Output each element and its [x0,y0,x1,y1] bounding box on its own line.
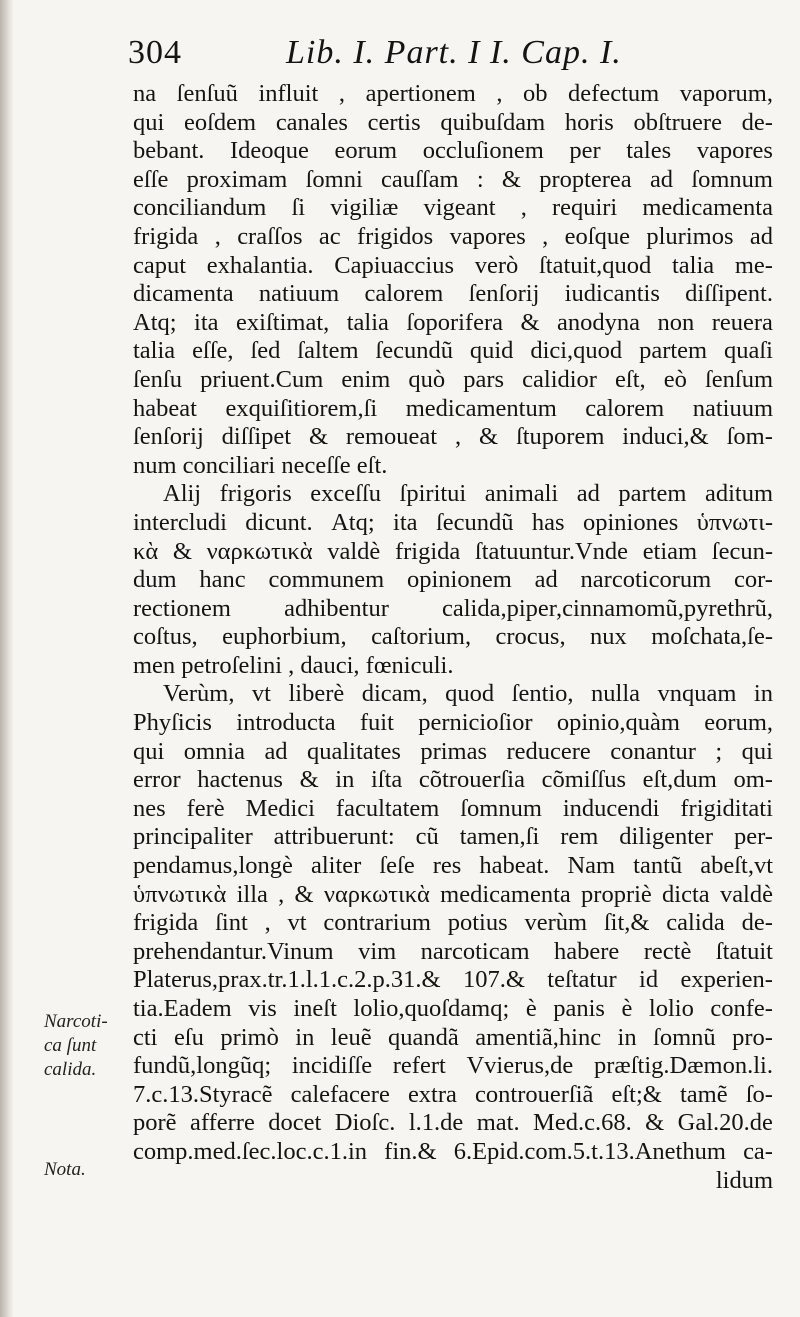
text-line: ſenſorij diſſipet & remoueat , & ſtuporem induci,& ſom- [133,423,773,451]
text-line: ſenſu priuent.Cum enim quò pars calidior eſt, eò ſenſum [133,365,773,393]
text-line: pendamus,longè aliter ſeſe res habeat. Nam tantũ abeſt,vt [133,852,773,880]
margin-note-line: calida. [44,1059,97,1080]
catchword: lidum [715,1166,773,1194]
text-line: conciliandum ſi vigiliæ vigeant , requiri medicamenta [133,194,773,222]
text-line: fundũ,longũq; incidiſſe refert Vvierus,de præſtig.Dæmon.li. [133,1052,773,1080]
text-line: Alij frigoris exceſſu ſpiritui animali ad partem aditum [163,480,773,508]
text-line: dum hanc communem opinionem ad narcoticorum cor- [133,566,773,594]
text-line: nes ferè Medici facultatem ſomnum inducendi frigiditati [133,794,773,822]
text-line: ὑπνωτικὰ illa , & ναρκωτικὰ medicamenta propriè dicta valdè [133,880,773,908]
catchword-line [133,1167,773,1196]
margin-note-line: Nota. [44,1159,86,1180]
text-line: porẽ afferre docet Dioſc. l.1.de mat. Med.c.68. & Gal.20.de [133,1109,773,1137]
text-line: bebant. Ideoque eorum occluſionem per tales vapores [133,137,773,165]
text-line: coſtus, euphorbium, caſtorium, crocus, nux moſchata,ſe- [133,623,773,651]
text-line: eſſe proximam ſomni cauſſam : & propterea ad ſomnum [133,165,773,193]
body-text [133,80,773,1195]
text-line: habeat exquiſitiorem,ſi medicamentum calorem natiuum [133,394,773,422]
text-line: num conciliari neceſſe eſt. [133,451,388,479]
margin-note-line: ca ſunt [44,1035,97,1056]
margin-note-nota [44,1158,86,1182]
text-line: qui omnia ad qualitates primas reducere conantur ; qui [133,737,773,765]
text-line: talia eſſe, ſed ſaltem ſecundũ quid dici,quod partem quaſi [133,337,773,365]
margin-note-narcotica [44,1010,108,1082]
text-line: tia.Eadem vis ineſt lolio,quoſdamq; è panis è lolio confe- [133,995,773,1022]
margin-note-line: Narcoti- [44,1011,108,1032]
text-line: principaliter attribuerunt: cũ tamen,ſi rem diligenter per- [133,823,773,851]
text-line: frigida ſint , vt contrarium potius verùm ſit,& calida de- [133,909,773,937]
text-line: na ſenſuũ influit , apertionem , ob defectum vaporum, [133,80,773,107]
text-line: rectionem adhibentur calida,piper,cinnamomũ,pyrethrũ, [133,594,773,622]
text-line: Verùm, vt liberè dicam, quod ſentio, nulla vnquam in [163,680,773,708]
text-line: men petroſelini , dauci, fœniculi. [133,651,454,679]
text-line: frigida , craſſos ac frigidos vapores , eoſque plurimos ad [133,222,773,250]
text-line: Atq; ita exiſtimat, talia ſoporifera & anodyna non reuera [133,308,773,336]
text-line: error hactenus & in iſta cõtrouerſia cõmiſſus eſt,dum om- [133,766,773,794]
page-header [128,34,728,84]
text-line: qui eoſdem canales certis quibuſdam horis obſtruere de- [133,108,773,136]
running-title: Lib. I. Part. I I. Cap. I. [286,34,622,71]
text-line: cti eſu primò in leuẽ quandã amentiã,hinc in ſomnũ pro- [133,1023,773,1051]
text-line: comp.med.ſec.loc.c.1.in fin.& 6.Epid.com.5.t.13.Anethum ca- [133,1137,773,1165]
text-line: Platerus,prax.tr.1.l.1.c.2.p.31.& 107.& teſtatur id experien- [133,966,773,994]
paragraph-3 [133,680,773,1166]
text-line: κὰ & ναρκωτικὰ valdè frigida ſtatuuntur.Vnde etiam ſecun- [133,537,773,565]
folio-number: 304 [128,34,182,71]
paragraph-1 [133,80,773,480]
page-gutter [0,0,14,1317]
text-line: Phyſicis introducta fuit pernicioſior opinio,quàm eorum, [133,709,773,737]
text-line: caput exhalantia. Capiuaccius verò ſtatuit,quod talia me- [133,251,773,279]
text-line: intercludi dicunt. Atq; ita ſecundũ has opiniones ὑπνωτι- [133,508,773,536]
paragraph-2 [133,480,773,680]
text-line: dicamenta natiuum calorem ſenſorij iudicantis diſſipent. [133,280,773,308]
text-line: prehendantur.Vinum vim narcoticam habere rectè ſtatuit [133,937,773,965]
text-line: 7.c.13.Styracẽ calefacere extra controuerſiã eſt;& tamẽ ſo- [133,1080,773,1108]
